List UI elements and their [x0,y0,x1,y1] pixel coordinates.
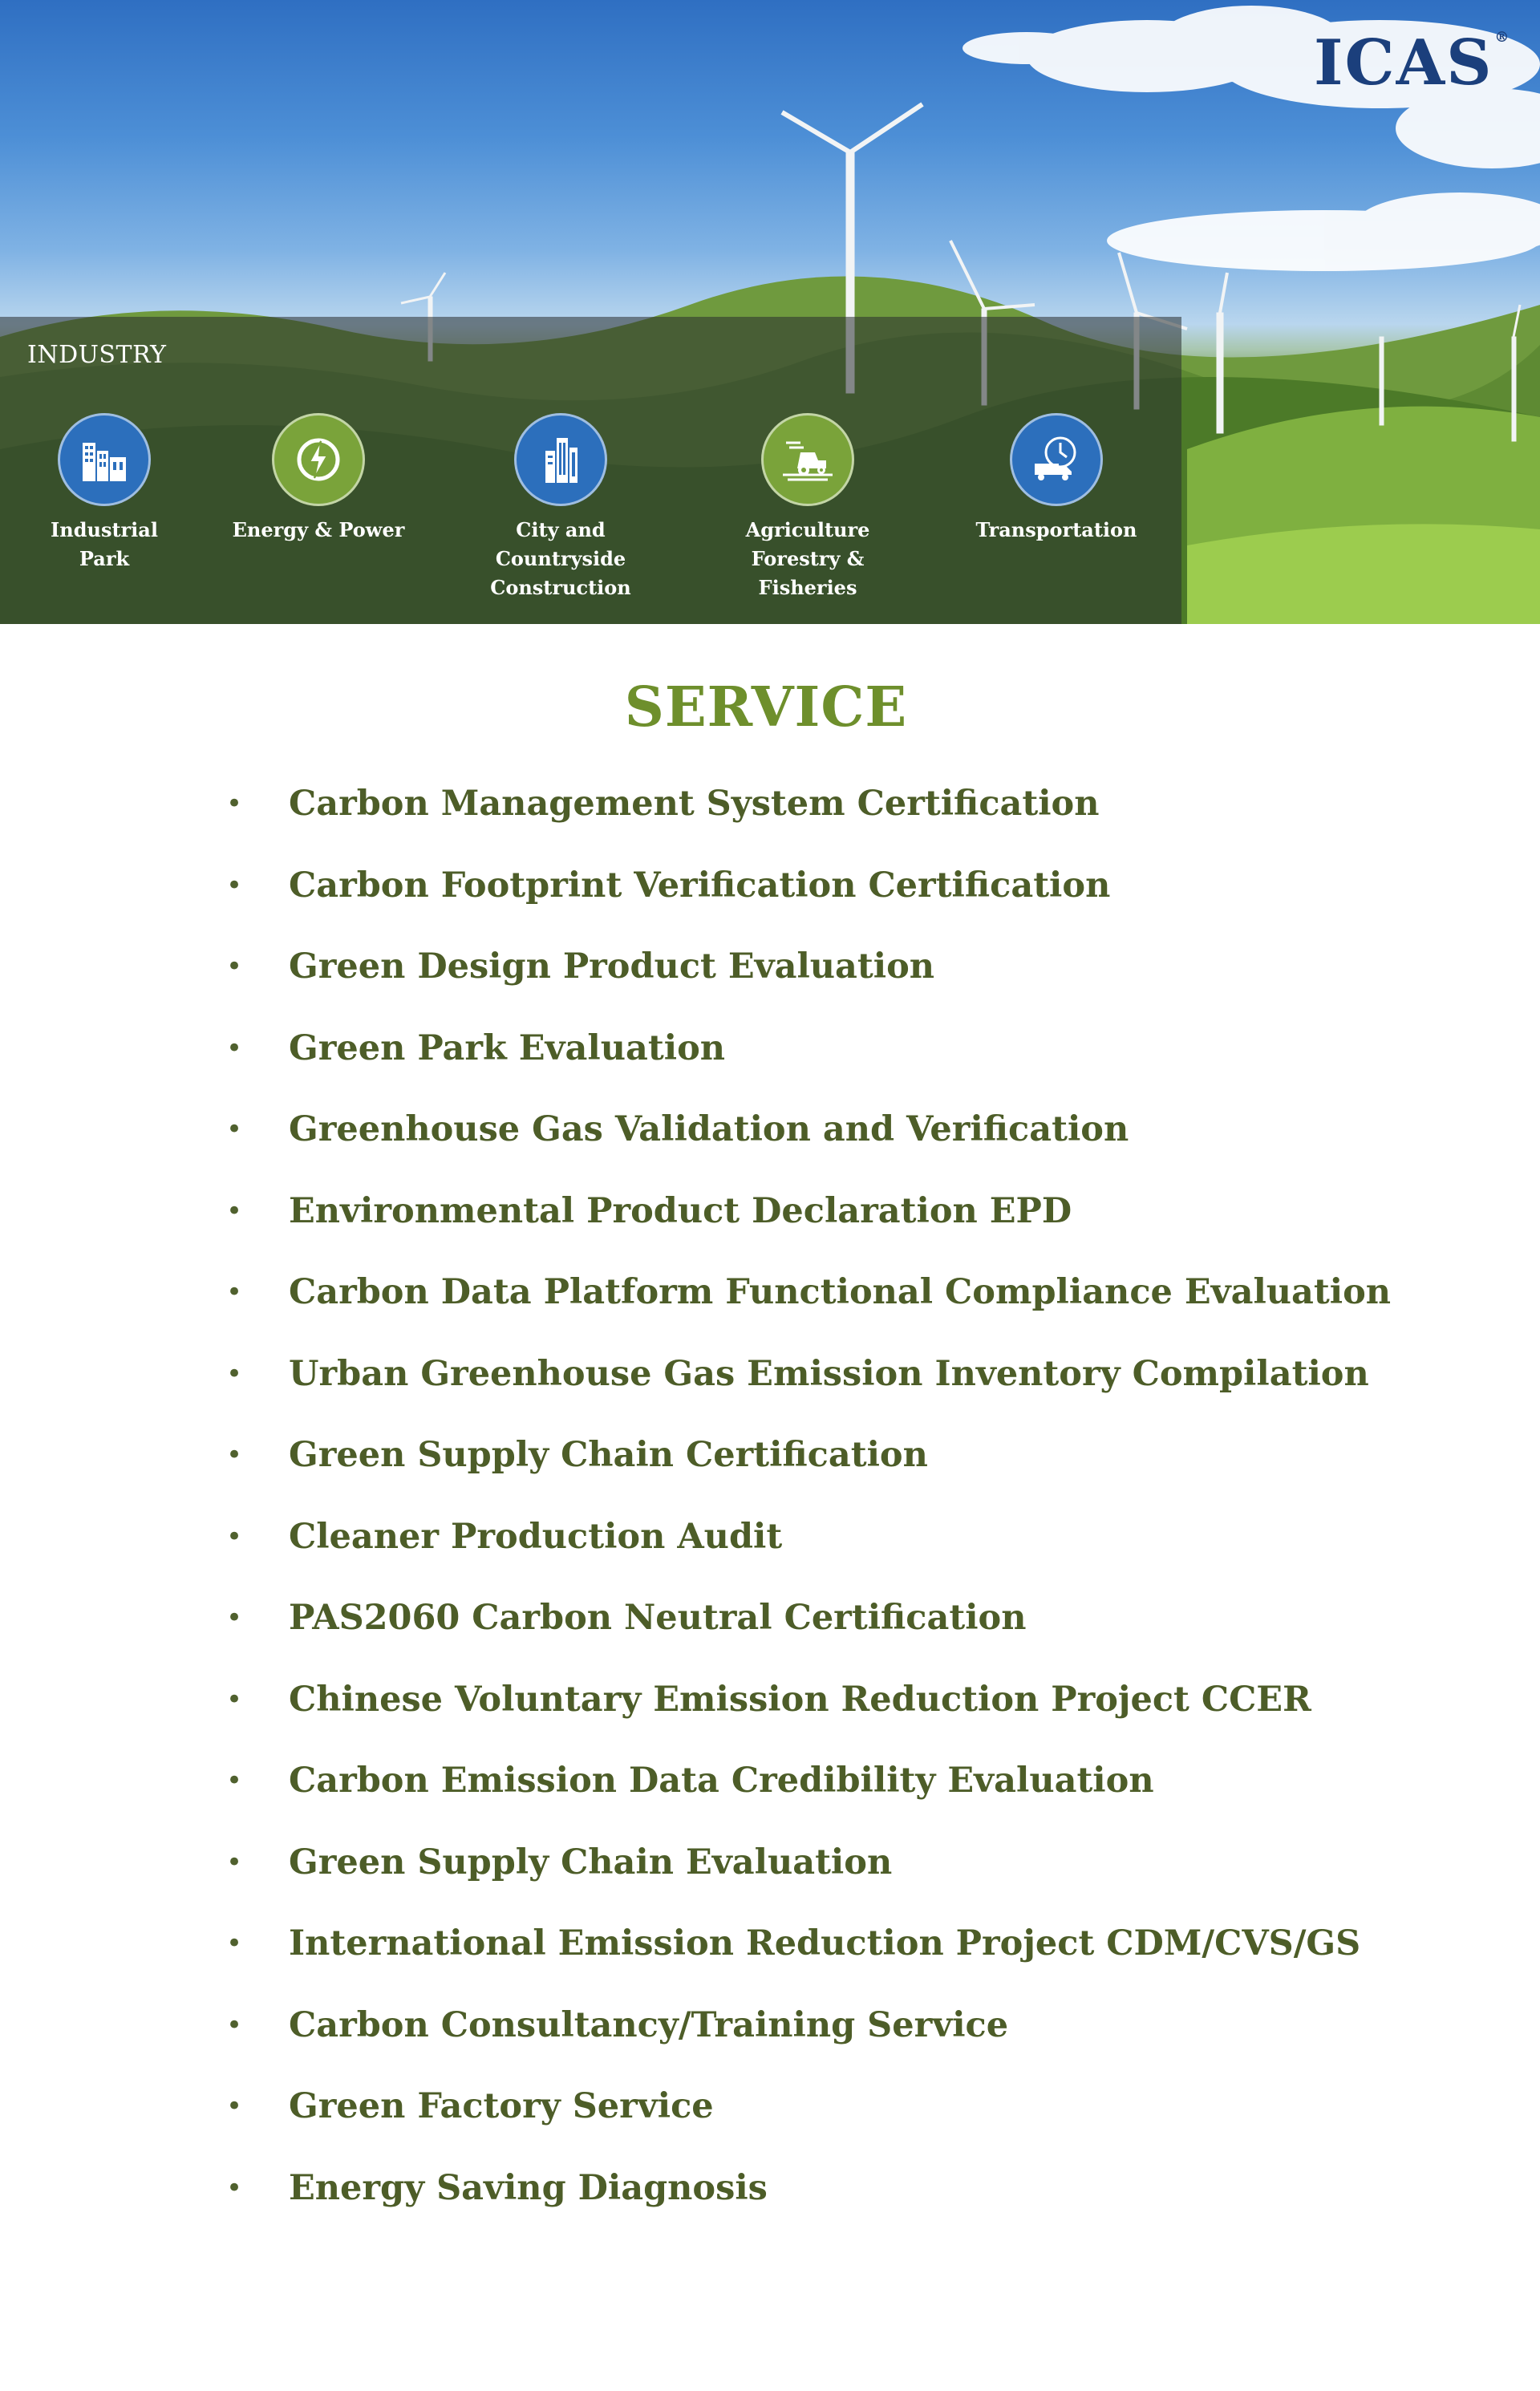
tractor-icon [761,413,854,506]
service-item[interactable] [225,946,1391,1031]
service-item[interactable] [225,1679,1391,1764]
service-item-label: Green Park Evaluation [289,1027,726,1068]
industry-item-label: Industrial Park [51,518,158,570]
industry-item-label: Transportation [975,518,1137,541]
service-item-label: Carbon Consultancy/Training Service [289,2004,1009,2045]
service-title: SERVICE [624,675,908,740]
service-item[interactable] [225,2086,1391,2170]
skyscraper-icon [514,413,607,506]
industry-title: INDUSTRY [27,341,167,369]
service-item[interactable] [225,1763,1391,1845]
industry-item-transportation[interactable] [960,413,1153,545]
service-item-label: Cleaner Production Audit [289,1516,783,1557]
service-item[interactable] [225,1353,1391,1438]
bullet: • [226,1439,243,1471]
delivery-truck-clock-icon [1010,413,1103,506]
service-item-label: Green Supply Chain Certification [289,1435,928,1475]
service-item[interactable] [225,1027,1391,1112]
service-item[interactable] [225,1923,1391,2008]
service-item-label: Chinese Voluntary Emission Reduction Project CCER [289,1679,1311,1720]
logo-text: ICAS [1314,26,1493,99]
bullet: • [226,2171,243,2204]
buildings-icon [58,413,151,506]
bullet: • [226,1357,243,1390]
service-item[interactable] [225,865,1391,950]
service-item-label: Carbon Data Platform Functional Compliance Evaluation [289,1272,1392,1312]
service-item-label: Green Factory Service [289,2086,714,2126]
bullet: • [226,2090,243,2122]
service-item-label: Carbon Management System Certification [289,784,1100,824]
industry-item-city-countryside[interactable] [464,413,657,602]
service-list [225,786,1391,2251]
bullet: • [226,1765,243,1797]
industry-panel [0,317,1181,624]
service-item-label: Carbon Footprint Verification Certification [289,865,1111,906]
bullet: • [226,2008,243,2041]
bullet: • [226,1927,243,1959]
service-item[interactable] [225,786,1391,868]
bullet: • [226,869,243,902]
bullet: • [226,1846,243,1878]
industry-item-label: Energy & Power [232,518,405,541]
icas-logo[interactable] [1314,26,1511,99]
bullet: • [226,1031,243,1064]
hero-banner [0,0,1540,624]
industry-item-agriculture[interactable] [711,413,904,602]
service-item-label: International Emission Reduction Project CDM/CVS/GS [289,1923,1361,1963]
service-item-label: Green Design Product Evaluation [289,946,935,987]
service-item[interactable] [225,1109,1391,1193]
service-item[interactable] [225,1600,1391,1682]
service-item-label: Green Supply Chain Evaluation [289,1842,893,1882]
bullet: • [226,950,243,983]
service-item-label: Urban Greenhouse Gas Emission Inventory Compilation [289,1353,1369,1394]
service-item-label: Carbon Emission Data Credibility Evaluation [289,1761,1154,1801]
service-item[interactable] [225,2004,1391,2089]
industry-item-label: Agriculture Forestry & Fisheries [745,518,870,599]
registered-mark: ® [1494,29,1511,46]
bullet: • [226,1683,243,1716]
service-item[interactable] [225,1842,1391,1927]
service-item-label: Energy Saving Diagnosis [289,2167,768,2208]
bullet: • [226,1602,243,1634]
service-item-label: PAS2060 Carbon Neutral Certification [289,1598,1027,1638]
bullet: • [226,1194,243,1227]
lightning-icon [272,413,365,506]
bullet: • [226,1113,243,1145]
service-item[interactable] [225,1272,1392,1356]
industry-item-label: City and Countryside Construction [490,518,631,599]
service-item[interactable] [225,1190,1391,1275]
bullet: • [226,788,243,820]
service-item-label: Environmental Product Declaration EPD [289,1190,1072,1231]
industry-item-energy-power[interactable] [222,413,415,545]
industry-item-industrial-park[interactable] [8,413,201,573]
bullet: • [226,1520,243,1553]
service-item[interactable] [225,2167,1391,2252]
service-item-label: Greenhouse Gas Validation and Verification [289,1109,1129,1149]
service-item[interactable] [225,1516,1391,1601]
service-item[interactable] [225,1437,1391,1519]
bullet: • [226,1276,243,1308]
